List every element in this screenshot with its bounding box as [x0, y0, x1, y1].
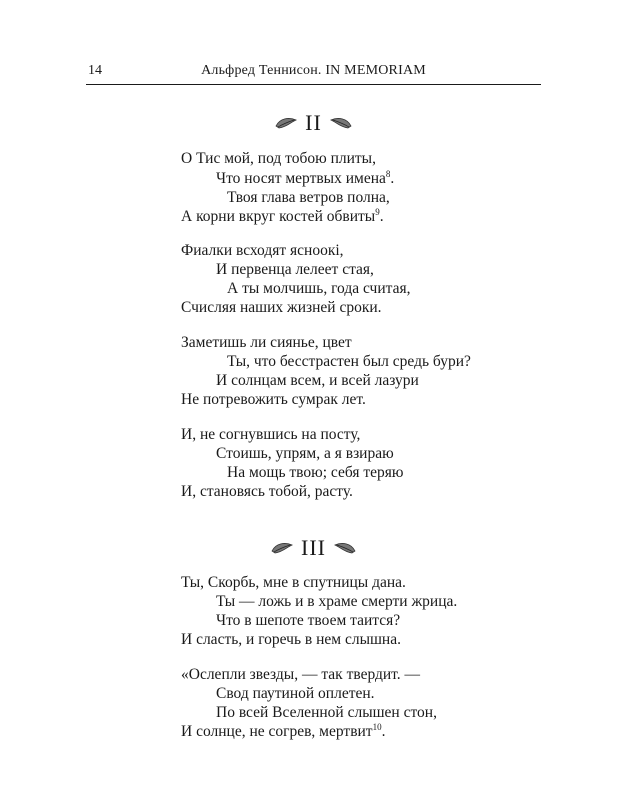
verse-line: И, не согнувшись на посту, [181, 426, 361, 443]
verse-line: Фиалки всходят ясноокi, [181, 242, 344, 259]
verse-line: Ты, Скорбь, мне в спутницы дана. [181, 574, 406, 591]
verse-line: Ты, что бесстрастен был средь бури? [227, 353, 471, 370]
verse-line: И первенца лелеет стая, [216, 261, 374, 278]
section-numeral: III [301, 535, 326, 560]
verse-line: Что в шепоте твоем таится? [216, 612, 401, 629]
verse-line: А ты молчишь, года считая, [227, 280, 411, 297]
leaf-ornament-icon [330, 116, 352, 130]
verse-line: Не потревожить сумрак лет. [181, 391, 366, 408]
verse-line: Заметишь ли сиянье, цвет [181, 334, 352, 351]
section-heading-3 [0, 535, 627, 561]
verse-line: А корни вкруг костей обвиты$^9$. [181, 206, 384, 225]
leaf-ornament-icon [334, 541, 356, 555]
verse-line: Стоишь, упрям, а я взираю [216, 445, 394, 462]
verse-line: На мощь твою; себя теряю [227, 464, 404, 481]
verse-line: Свод паутиной оплетен. [216, 685, 375, 702]
footnote-ref: 9 [375, 206, 380, 217]
leaf-ornament-icon [275, 116, 297, 130]
verse-line: Твоя глава ветров полна, [227, 189, 390, 206]
verse-line: О Тис мой, под тобою плиты, [181, 150, 376, 167]
verse-line: По всей Вселенной слышен стон, [216, 704, 437, 721]
leaf-ornament-icon [271, 541, 293, 555]
footnote-ref: 8 [385, 168, 391, 179]
footnote-ref: 10 [372, 721, 382, 732]
verse-line: Ты — ложь и в храме смерти жрица. [216, 593, 458, 610]
verse-line: И солнце, не согрев, мертвит$^{10}$. [181, 721, 386, 740]
verse-line: Что носят мертвых имена$^8$. [216, 168, 395, 187]
section-numeral: II [305, 110, 322, 135]
verse-line: И сласть, и горечь в нем слышна. [181, 631, 401, 648]
verse-line: И солнцам всем, и всей лазури [216, 372, 419, 389]
verse-line: «Ослепли звезды, — так твердит. — [181, 666, 421, 683]
header-rule [86, 84, 541, 85]
section-heading-2 [0, 110, 627, 136]
verse-line: И, становясь тобой, расту. [181, 483, 353, 500]
page-number: 14 [88, 63, 102, 78]
running-title: Альфред Теннисон. IN MEMORIAM [201, 63, 426, 78]
verse-line: Счисляя наших жизней сроки. [181, 299, 382, 316]
